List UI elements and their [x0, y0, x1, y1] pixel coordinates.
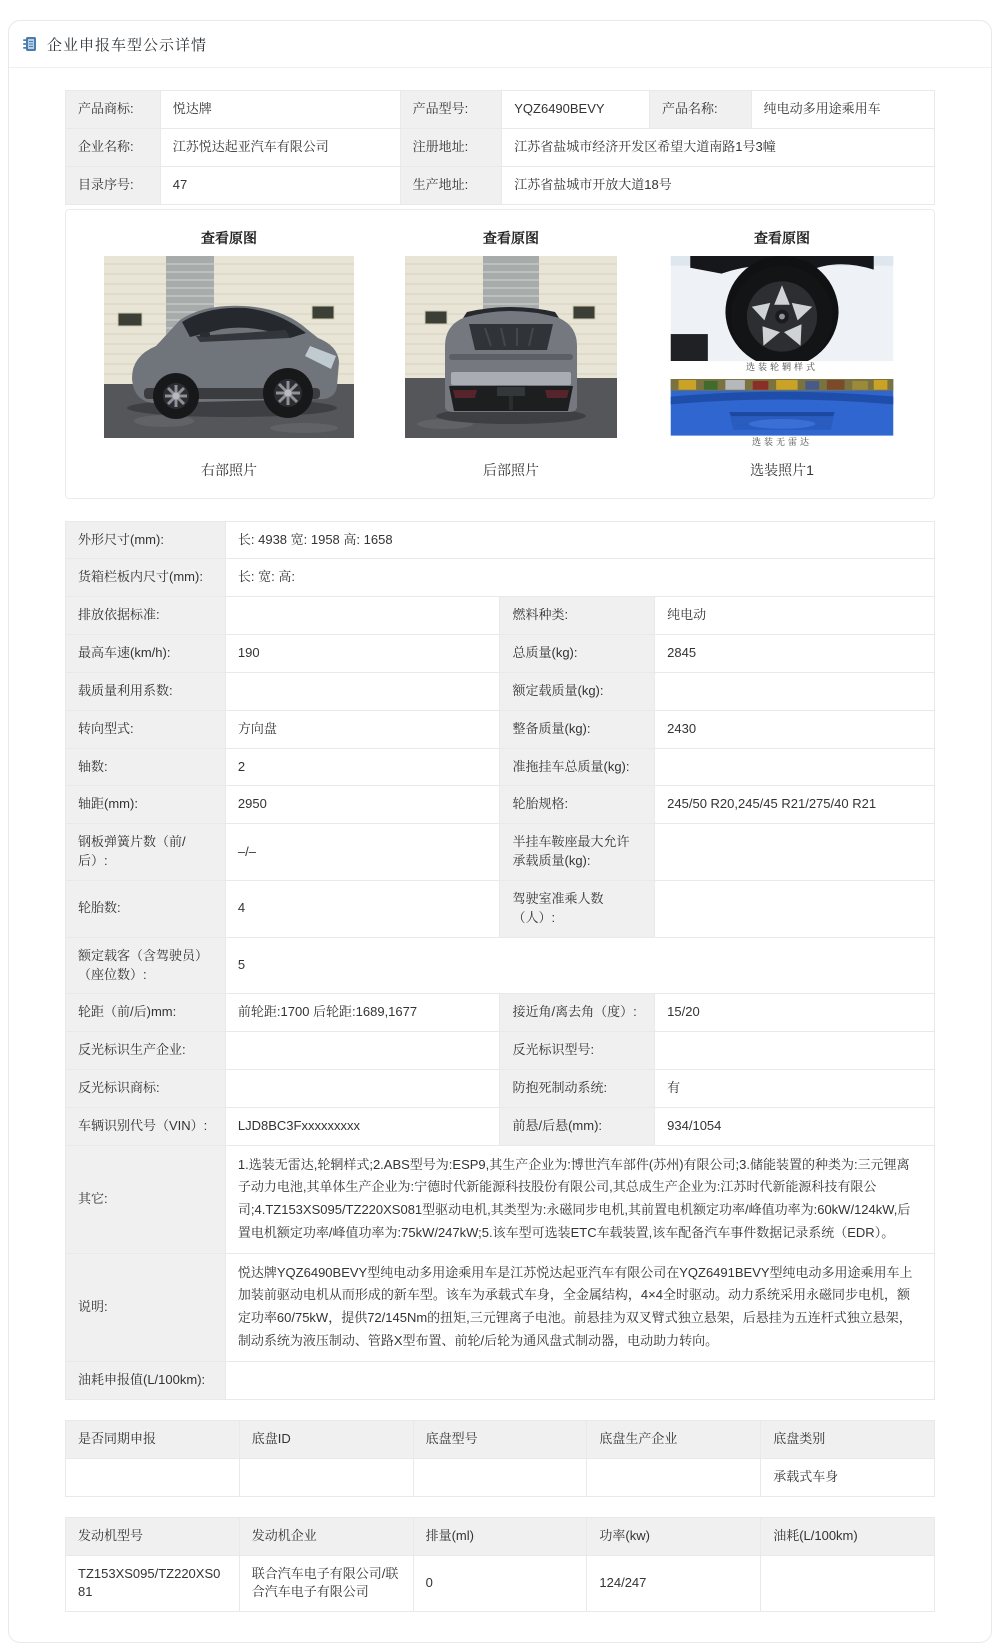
spec-label: 额定载质量(kg): — [500, 672, 655, 710]
notebook-icon — [22, 36, 38, 52]
spec-label: 半挂车鞍座最大允许承载质量(kg): — [500, 824, 655, 881]
no-radar-photo-illustration — [668, 379, 896, 436]
spec-label: 驾驶室准乘人数（人）: — [500, 880, 655, 937]
registered-address-value: 江苏省盐城市经济开发区希望大道南路1号3幢 — [502, 128, 935, 166]
page-header — [9, 21, 991, 68]
spec-value — [655, 880, 935, 937]
chassis-type-cell: 承载式车身 — [761, 1458, 935, 1496]
table-cell — [66, 1458, 240, 1496]
spec-value: 245/50 R20,245/45 R21/275/40 R21 — [655, 786, 935, 824]
spec-label: 外形尺寸(mm): — [66, 521, 226, 559]
spec-row-vin-overhang — [66, 1107, 935, 1145]
engine-header-row — [66, 1517, 935, 1555]
column-header: 是否同期申报 — [66, 1420, 240, 1458]
spec-value: 纯电动 — [655, 597, 935, 635]
spec-value: 2845 — [655, 635, 935, 673]
spec-value: 15/20 — [655, 994, 935, 1032]
spec-value: 5 — [225, 937, 934, 994]
spec-label: 轮距（前/后)mm: — [66, 994, 226, 1032]
spec-label: 其它: — [66, 1145, 226, 1253]
suv-side-photo-illustration — [104, 256, 354, 438]
column-header: 功率(kw) — [587, 1517, 761, 1555]
company-name-value: 江苏悦达起亚汽车有限公司 — [160, 128, 400, 166]
fuel-consumption-cell — [761, 1555, 935, 1612]
catalog-number-label: 目录序号: — [66, 166, 161, 204]
right-side-photo — [104, 256, 354, 452]
spec-value: –/– — [225, 824, 500, 881]
optional-photo — [668, 256, 896, 452]
info-table — [65, 90, 935, 205]
column-header: 油耗(L/100km) — [761, 1517, 935, 1555]
production-address-label: 生产地址: — [400, 166, 502, 204]
engine-table — [65, 1517, 935, 1613]
spec-value-other: 1.选装无雷达,轮辋样式;2.ABS型号为:ESP9,其生产企业为:博世汽车部件(苏州)有限公司;3.储能装置的种类为:三元锂离子动力电池,其单体生产企业为:宁德时代新能源科技股份有限公司,其总成生产企业为:江苏时代新能源科技有限公司;4.TZ153XS095/TZ220XS081型驱动电机,其类型为:永磁同步电机,其前置电机额定功率/峰值功率为:60kW/124kW,后置电机额定功率/峰值功率为:75kW/247kW;5.该车型可选装ETC车载装置,该车配备汽车事件数据记录系统（EDR）。 — [225, 1145, 934, 1253]
column-header: 底盘类别 — [761, 1420, 935, 1458]
photo-rear — [405, 228, 617, 486]
spec-label: 排放依据标准: — [66, 597, 226, 635]
spec-row-track-angles — [66, 994, 935, 1032]
spec-value — [225, 1070, 500, 1108]
table-cell — [413, 1458, 587, 1496]
spec-value: 前轮距:1700 后轮距:1689,1677 — [225, 994, 500, 1032]
spec-value — [655, 824, 935, 881]
spec-value: 2950 — [225, 786, 500, 824]
page-card — [8, 20, 992, 1643]
column-header: 底盘生产企业 — [587, 1420, 761, 1458]
spec-label: 轴数: — [66, 748, 226, 786]
page-title: 企业申报车型公示详情 — [47, 36, 208, 54]
spec-table — [65, 521, 935, 1400]
spec-label: 说明: — [66, 1253, 226, 1361]
spec-value — [225, 672, 500, 710]
registered-address-label: 注册地址: — [400, 128, 502, 166]
spec-value: 方向盘 — [225, 710, 500, 748]
column-header: 排量(ml) — [413, 1517, 587, 1555]
spec-label: 接近角/离去角（度）: — [500, 994, 655, 1032]
spec-label: 防抱死制动系统: — [500, 1070, 655, 1108]
spec-label: 前悬/后悬(mm): — [500, 1107, 655, 1145]
spec-label: 反光标识生产企业: — [66, 1032, 226, 1070]
spec-value — [225, 1361, 934, 1399]
engine-data-row — [66, 1555, 935, 1612]
spec-row-springs-saddle — [66, 824, 935, 881]
table-cell — [239, 1458, 413, 1496]
spec-value: 2 — [225, 748, 500, 786]
view-original-link[interactable]: 查看原图 — [483, 229, 539, 246]
spec-label: 轮胎数: — [66, 880, 226, 937]
product-model-label: 产品型号: — [400, 91, 502, 129]
spec-row-reflective-manufacturer — [66, 1032, 935, 1070]
product-name-label: 产品名称: — [649, 91, 751, 129]
photos-section — [65, 209, 935, 499]
catalog-number-value: 47 — [160, 166, 400, 204]
spec-value — [655, 672, 935, 710]
table-cell — [587, 1458, 761, 1496]
info-row-product — [66, 91, 935, 129]
spec-label: 额定载客（含驾驶员）（座位数）: — [66, 937, 226, 994]
spec-value: 934/1054 — [655, 1107, 935, 1145]
spec-value: 2430 — [655, 710, 935, 748]
spec-label: 总质量(kg): — [500, 635, 655, 673]
engine-company-cell: 联合汽车电子有限公司/联合汽车电子有限公司 — [239, 1555, 413, 1612]
photo-caption: 后部照片 — [483, 461, 539, 478]
spec-value — [225, 1032, 500, 1070]
rear-photo — [405, 256, 617, 452]
product-model-value: YQZ6490BEVY — [502, 91, 650, 129]
wheel-rim-photo-illustration — [668, 256, 896, 361]
spec-label: 整备质量(kg): — [500, 710, 655, 748]
spec-row-description — [66, 1253, 935, 1361]
spec-label: 车辆识别代号（VIN）: — [66, 1107, 226, 1145]
spec-label: 反光标识商标: — [66, 1070, 226, 1108]
spec-value-vin: LJD8BC3Fxxxxxxxxx — [225, 1107, 500, 1145]
spec-label: 载质量利用系数: — [66, 672, 226, 710]
spec-value — [655, 748, 935, 786]
spec-label: 最高车速(km/h): — [66, 635, 226, 673]
engine-model-cell: TZ153XS095/TZ220XS081 — [66, 1555, 240, 1612]
spec-label: 反光标识型号: — [500, 1032, 655, 1070]
spec-label: 准拖挂车总质量(kg): — [500, 748, 655, 786]
product-trademark-label: 产品商标: — [66, 91, 161, 129]
sub-caption-no-radar: 选装无雷达 — [751, 436, 812, 447]
suv-rear-photo-illustration — [405, 256, 617, 438]
spec-row-dimensions — [66, 521, 935, 559]
spec-row-steering-curb-mass — [66, 710, 935, 748]
spec-row-cargo-dimensions — [66, 559, 935, 597]
view-original-link[interactable]: 查看原图 — [201, 229, 257, 246]
column-header: 发动机型号 — [66, 1517, 240, 1555]
spec-row-wheelbase-tires — [66, 786, 935, 824]
spec-label: 货箱栏板内尺寸(mm): — [66, 559, 226, 597]
info-row-catalog — [66, 166, 935, 204]
spec-row-axles-trailer — [66, 748, 935, 786]
column-header: 底盘ID — [239, 1420, 413, 1458]
displacement-cell: 0 — [413, 1555, 587, 1612]
info-row-company — [66, 128, 935, 166]
spec-row-speed-mass — [66, 635, 935, 673]
spec-label: 转向型式: — [66, 710, 226, 748]
column-header: 底盘型号 — [413, 1420, 587, 1458]
spec-value — [655, 1032, 935, 1070]
spec-label: 油耗申报值(L/100km): — [66, 1361, 226, 1399]
spec-row-fuel-declaration — [66, 1361, 935, 1399]
spec-value — [225, 597, 500, 635]
spec-label: 燃料种类: — [500, 597, 655, 635]
chassis-header-row — [66, 1420, 935, 1458]
spec-row-other — [66, 1145, 935, 1253]
spec-value: 4 — [225, 880, 500, 937]
spec-label: 钢板弹簧片数（前/后）: — [66, 824, 226, 881]
product-trademark-value: 悦达牌 — [160, 91, 400, 129]
spec-row-load-coefficient — [66, 672, 935, 710]
spec-row-reflective-abs — [66, 1070, 935, 1108]
chassis-table — [65, 1420, 935, 1497]
photo-caption: 右部照片 — [201, 461, 257, 478]
spec-label: 轴距(mm): — [66, 786, 226, 824]
spec-row-emission-fuel — [66, 597, 935, 635]
sub-caption-rim: 选装轮辋样式 — [745, 361, 818, 372]
company-name-label: 企业名称: — [66, 128, 161, 166]
photo-optional — [668, 228, 896, 486]
spec-value: 长: 宽: 高: — [225, 559, 934, 597]
spec-value: 190 — [225, 635, 500, 673]
production-address-value: 江苏省盐城市开放大道18号 — [502, 166, 935, 204]
power-cell: 124/247 — [587, 1555, 761, 1612]
column-header: 发动机企业 — [239, 1517, 413, 1555]
chassis-data-row — [66, 1458, 935, 1496]
photo-right-side — [104, 228, 354, 486]
spec-value-description: 悦达牌YQZ6490BEVY型纯电动多用途乘用车是江苏悦达起亚汽车有限公司在YQZ6491BEVY型纯电动多用途乘用车上加装前驱动电机从而形成的新车型。该车为承载式车身，全金属结构，4×4全时驱动。动力系统采用永磁同步电机，额定功率60/75kW，提供72/145Nm的扭矩,三元锂离子电池。前悬挂为双叉臂式独立悬架，后悬挂为五连杆式独立悬架，制动系统为液压制动、管路X型布置、前轮/后轮为通风盘式制动器，电动助力转向。 — [225, 1253, 934, 1361]
spec-label: 轮胎规格: — [500, 786, 655, 824]
product-name-value: 纯电动多用途乘用车 — [751, 91, 934, 129]
photo-caption: 选装照片1 — [750, 461, 814, 478]
view-original-link[interactable]: 查看原图 — [754, 229, 810, 246]
spec-row-tire-count-cab — [66, 880, 935, 937]
spec-value: 长: 4938 宽: 1958 高: 1658 — [225, 521, 934, 559]
spec-row-seating — [66, 937, 935, 994]
spec-value: 有 — [655, 1070, 935, 1108]
